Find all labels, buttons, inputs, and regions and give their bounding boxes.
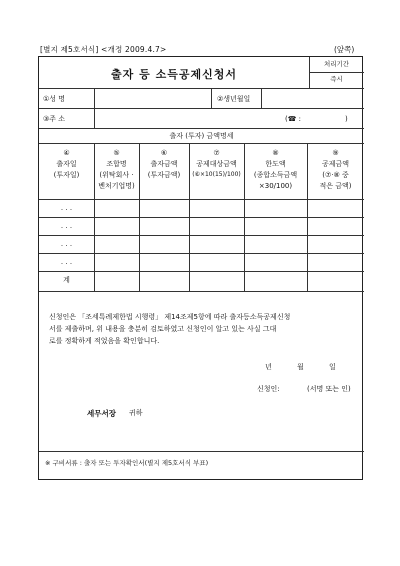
row-line bbox=[39, 217, 364, 218]
column-header-2-line1: 조합명 bbox=[106, 160, 127, 168]
processing-period-label: 처리기간 bbox=[323, 60, 350, 68]
tax-office-head: 세무서장 bbox=[87, 409, 116, 418]
investment-date-cell: . . . bbox=[60, 258, 73, 266]
cell-divider bbox=[211, 88, 212, 108]
statement-line-2: 서를 제출하며, 위 내용을 충분히 검토하였고 신청인이 알고 있는 사실 그대 bbox=[49, 325, 277, 333]
form-number: [별지 제5호서식] <개정 2009.4.7> bbox=[40, 45, 167, 54]
row-line bbox=[39, 108, 364, 109]
row-line bbox=[39, 143, 364, 144]
birth-date-label: ②생년월일 bbox=[217, 95, 251, 103]
investment-date-cell: . . . bbox=[60, 204, 73, 212]
statement-line-1: 신청인은 「조세특례제한법 시행령」 제14조제5항에 따라 출자등소득공제신청 bbox=[49, 313, 291, 321]
investment-date-cell: . . . bbox=[60, 240, 73, 248]
row-line bbox=[39, 128, 364, 129]
column-header-3-line1: 출자금액 bbox=[150, 160, 178, 168]
column-header-2-line3: 벤처기업명) bbox=[98, 182, 135, 190]
column-header-5-line2: (종합소득금액 bbox=[253, 171, 298, 179]
cell-divider bbox=[94, 108, 95, 128]
column-header-2-num: ⑤ bbox=[113, 149, 120, 157]
column-divider bbox=[189, 143, 190, 291]
processing-divider bbox=[309, 72, 364, 73]
form-title: 출자 등 소득공제신청서 bbox=[111, 68, 237, 81]
applicant-label: 신청인: bbox=[257, 385, 280, 393]
processing-period-value: 즉시 bbox=[330, 75, 343, 83]
investment-section-title: 출자 (투자) 금액명세 bbox=[169, 132, 234, 140]
column-header-1-line1: 출자일 bbox=[56, 160, 77, 168]
date-year-label: 년 bbox=[265, 363, 272, 371]
column-header-2-line2: (위탁회사 · bbox=[99, 171, 134, 179]
column-header-1-line2: (투자일) bbox=[53, 171, 80, 179]
column-divider bbox=[307, 143, 308, 291]
statement-line-3: 로를 정확하게 적었음을 확인합니다. bbox=[49, 337, 160, 345]
signature-label: (서명 또는 인) bbox=[307, 385, 351, 393]
column-header-4-line1: 공제대상금액 bbox=[196, 160, 237, 168]
row-line bbox=[39, 235, 364, 236]
row-line bbox=[39, 88, 364, 89]
row-line bbox=[39, 271, 364, 272]
column-header-1-num: ④ bbox=[63, 149, 70, 157]
column-header-3-line2: (투자금액) bbox=[147, 171, 181, 179]
investment-date-cell: . . . bbox=[60, 222, 73, 230]
application-form bbox=[38, 56, 363, 480]
phone-close: ) bbox=[345, 115, 348, 123]
column-header-6-line1: 공제금액 bbox=[321, 160, 350, 168]
column-header-6-line3: 적은 금액) bbox=[319, 182, 352, 190]
row-line bbox=[39, 253, 364, 254]
cell-divider bbox=[94, 88, 95, 108]
column-header-3-num: ⑥ bbox=[160, 149, 168, 157]
column-header-5-line1: 한도액 bbox=[265, 160, 286, 168]
total-label: 계 bbox=[63, 276, 70, 284]
column-header-6-line2: (⑦·⑧ 중 bbox=[322, 171, 349, 179]
row-line bbox=[39, 451, 364, 452]
column-header-5-line3: ×30/100) bbox=[258, 182, 293, 190]
column-divider bbox=[94, 143, 95, 291]
date-day-label: 일 bbox=[329, 363, 336, 371]
cell-divider bbox=[261, 88, 262, 108]
name-label: ①성 명 bbox=[43, 95, 66, 103]
address-label: ③주 소 bbox=[43, 115, 66, 123]
row-line bbox=[39, 199, 364, 200]
column-divider bbox=[139, 143, 140, 291]
page-side-label: (앞쪽) bbox=[334, 45, 355, 54]
row-line bbox=[39, 291, 364, 292]
date-month-label: 월 bbox=[297, 363, 304, 371]
attachment-note: ※ 구비서류 : 출자 또는 투자확인서(별지 제5호서식 부표) bbox=[45, 459, 209, 467]
column-divider bbox=[244, 143, 245, 291]
column-header-5-num: ⑧ bbox=[272, 149, 279, 157]
recipient-suffix: 귀하 bbox=[129, 409, 143, 417]
column-header-4-num: ⑦ bbox=[213, 149, 220, 157]
column-header-4-line2: (⑥×10(15)/100) bbox=[192, 171, 241, 178]
phone-label: (☎ : bbox=[285, 115, 302, 123]
column-header-6-num: ⑨ bbox=[332, 149, 339, 157]
